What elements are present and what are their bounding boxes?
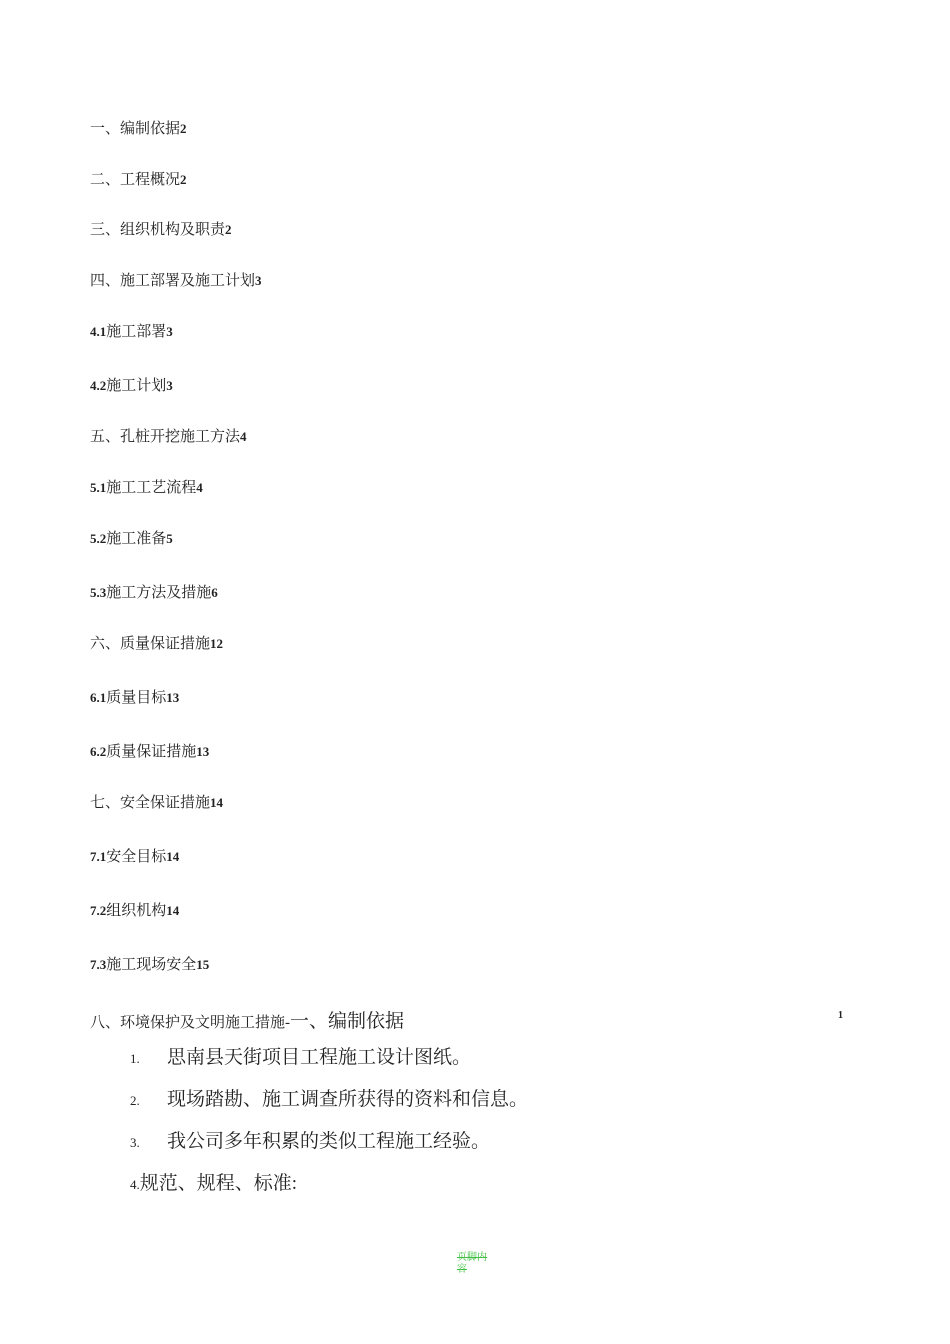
toc-page: 5: [166, 531, 173, 546]
toc-page: 4: [240, 429, 247, 444]
toc-title: 施工部署: [106, 324, 167, 340]
list-item: [130, 1084, 528, 1111]
toc-entry[interactable]: [90, 902, 179, 920]
toc-number: 4.1: [90, 324, 107, 339]
toc-entry[interactable]: [90, 743, 209, 761]
toc-title: 施工方法及措施: [106, 585, 212, 601]
list-text: 我公司多年积累的类似工程施工经验。: [167, 1131, 491, 1152]
toc-page: 4: [196, 480, 203, 495]
toc-entry[interactable]: [90, 272, 262, 290]
toc-title: 施工工艺流程: [106, 480, 197, 496]
toc-title: 质量保证措施: [106, 744, 197, 760]
list-item: [130, 1168, 297, 1195]
toc-title: 组织机构: [106, 903, 167, 919]
section-heading: 一、编制依据: [290, 1011, 405, 1032]
toc-page: 2: [225, 222, 232, 237]
toc-entry[interactable]: [90, 689, 179, 707]
toc-title: 三、组织机构及职责: [90, 222, 226, 238]
list-index: 3.: [130, 1135, 140, 1150]
toc-entry[interactable]: [90, 221, 232, 239]
list-item: [130, 1126, 490, 1153]
toc-number: 5.3: [90, 585, 107, 600]
toc-title: 施工现场安全: [106, 957, 197, 973]
list-text: 现场踏勘、施工调查所获得的资料和信息。: [167, 1089, 529, 1110]
toc-last-entry-and-heading: [90, 1006, 404, 1033]
toc-number: 7.3: [90, 957, 107, 972]
toc-title: 质量目标: [106, 690, 167, 706]
toc-title: 施工计划: [106, 378, 167, 394]
list-index: 4.: [130, 1177, 140, 1192]
toc-number: 4.2: [90, 378, 107, 393]
toc-page: 2: [180, 172, 187, 187]
list-text: 思南县天街项目工程施工设计图纸。: [167, 1047, 472, 1068]
toc-number: 7.2: [90, 903, 107, 918]
toc-number: 6.1: [90, 690, 107, 705]
toc-page: 6: [211, 585, 218, 600]
toc-page: 2: [180, 121, 187, 136]
toc-page: 13: [196, 744, 210, 759]
toc-entry[interactable]: [90, 377, 173, 395]
toc-page: 12: [210, 636, 224, 651]
toc-title: 二、工程概况: [90, 172, 181, 188]
toc-number: 7.1: [90, 849, 107, 864]
toc-page: 14: [210, 795, 224, 810]
toc-title: 四、施工部署及施工计划: [90, 273, 256, 289]
toc-page: 3: [166, 324, 173, 339]
toc-entry[interactable]: [90, 120, 187, 138]
toc-page: 3: [255, 273, 262, 288]
toc-entry-environment[interactable]: 八、环境保护及文明施工措施-: [90, 1015, 290, 1031]
toc-title: 五、孔桩开挖施工方法: [90, 429, 241, 445]
toc-entry[interactable]: [90, 479, 203, 497]
toc-entry[interactable]: [90, 530, 173, 548]
toc-page: 15: [196, 957, 210, 972]
toc-title: 安全目标: [106, 849, 167, 865]
toc-entry[interactable]: [90, 428, 247, 446]
toc-entry[interactable]: [90, 171, 187, 189]
toc-entry[interactable]: [90, 956, 209, 974]
toc-page: 13: [166, 690, 180, 705]
toc-page: 14: [166, 849, 180, 864]
list-item: [130, 1042, 471, 1069]
toc-title: 一、编制依据: [90, 121, 181, 137]
list-text: 规范、规程、标准:: [139, 1173, 298, 1194]
page-footer: 页脚内容: [457, 1252, 487, 1275]
toc-entry[interactable]: [90, 323, 173, 341]
toc-title: 六、质量保证措施: [90, 636, 211, 652]
page-number-marker: 1: [838, 1010, 843, 1021]
list-index: 1.: [130, 1051, 140, 1066]
toc-number: 5.2: [90, 531, 107, 546]
toc-number: 6.2: [90, 744, 107, 759]
toc-page: 3: [166, 378, 173, 393]
toc-entry[interactable]: [90, 794, 223, 812]
toc-number: 5.1: [90, 480, 107, 495]
toc-entry[interactable]: [90, 848, 179, 866]
toc-entry[interactable]: [90, 635, 223, 653]
toc-title: 施工准备: [106, 531, 167, 547]
toc-page: 14: [166, 903, 180, 918]
toc-title: 七、安全保证措施: [90, 795, 211, 811]
list-index: 2.: [130, 1093, 140, 1108]
toc-entry[interactable]: [90, 584, 218, 602]
